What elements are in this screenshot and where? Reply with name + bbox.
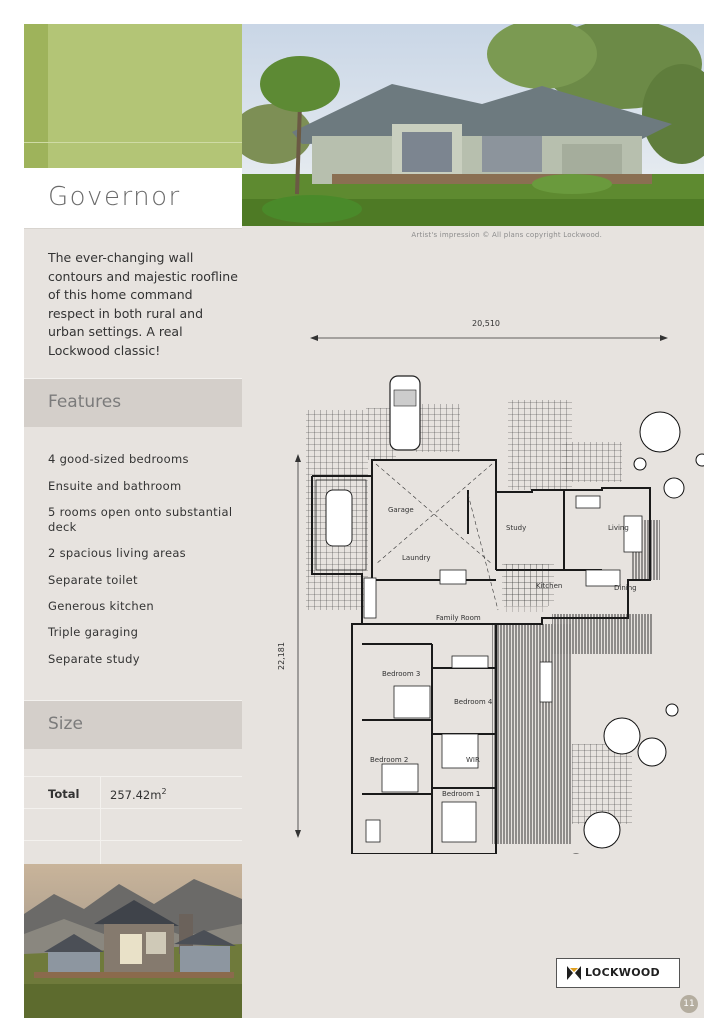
width-dimension xyxy=(310,335,668,341)
lockwood-logo-icon xyxy=(567,966,581,980)
size-table xyxy=(24,750,242,864)
house-title-box xyxy=(24,168,242,229)
depth-dimension xyxy=(295,454,301,838)
depth-dimension-label: 22,181 xyxy=(277,642,286,670)
intro-box xyxy=(24,229,242,379)
brochure-page xyxy=(24,24,704,1018)
floor-plan xyxy=(242,264,704,854)
feature-item: Separate study xyxy=(48,652,140,666)
house-title: Governor xyxy=(48,182,181,212)
room-bedroom3-label: Bedroom 3 xyxy=(382,670,421,678)
features-heading: Features xyxy=(48,392,122,412)
garage-roof-lines xyxy=(376,464,498,610)
room-family-label: Family Room xyxy=(436,614,481,622)
size-value: $257.42m^2$ xyxy=(110,787,167,802)
feature-item: 2 spacious living areas xyxy=(48,546,186,560)
room-bedroom1-label: Bedroom 1 xyxy=(442,790,481,798)
room-garage-label: Garage xyxy=(388,506,414,514)
car-driveway-icon xyxy=(390,376,420,450)
size-row xyxy=(24,776,242,809)
feature-item: Generous kitchen xyxy=(48,599,154,613)
room-bedroom2-label: Bedroom 2 xyxy=(370,756,409,764)
features-list xyxy=(24,428,242,700)
house-description: The ever-changing wall contours and majestic roofline of this home command respect in both rural and urban settings. A real Lockwood classic! xyxy=(48,250,238,358)
width-dimension-label: 20,510 xyxy=(472,319,500,328)
room-kitchen-label: Kitchen xyxy=(536,582,563,590)
room-study-label: Study xyxy=(506,524,527,532)
feature-item: Separate toilet xyxy=(48,573,138,587)
garage-car-icon xyxy=(326,490,352,546)
room-wir-label: WIR xyxy=(466,756,480,764)
feature-item: Ensuite and bathroom xyxy=(48,479,182,493)
features-heading-box xyxy=(24,378,242,427)
size-heading: Size xyxy=(48,714,83,734)
size-label: Total xyxy=(48,787,80,801)
sidebar xyxy=(24,24,242,1018)
feature-item: 4 good-sized bedrooms xyxy=(48,452,189,466)
house-photo-mountain xyxy=(24,864,242,1018)
feature-item: Triple garaging xyxy=(48,625,139,639)
room-bedroom4-label: Bedroom 4 xyxy=(454,698,493,706)
photo-credit: Artist's impression © All plans copyright Lockwood. xyxy=(411,231,602,239)
lockwood-logo-text: LOCKWOOD xyxy=(585,966,660,979)
size-heading-box xyxy=(24,700,242,749)
house-hero-photo xyxy=(242,24,704,226)
feature-item: 5 rooms open onto substantial deck xyxy=(48,505,233,534)
accent-band xyxy=(24,24,242,168)
room-living-label: Living xyxy=(608,524,629,532)
page-number: 11 xyxy=(680,995,698,1013)
room-laundry-label: Laundry xyxy=(402,554,431,562)
lockwood-logo xyxy=(556,958,680,988)
room-dining-label: Dining xyxy=(614,584,637,592)
size-row-empty xyxy=(24,808,242,841)
